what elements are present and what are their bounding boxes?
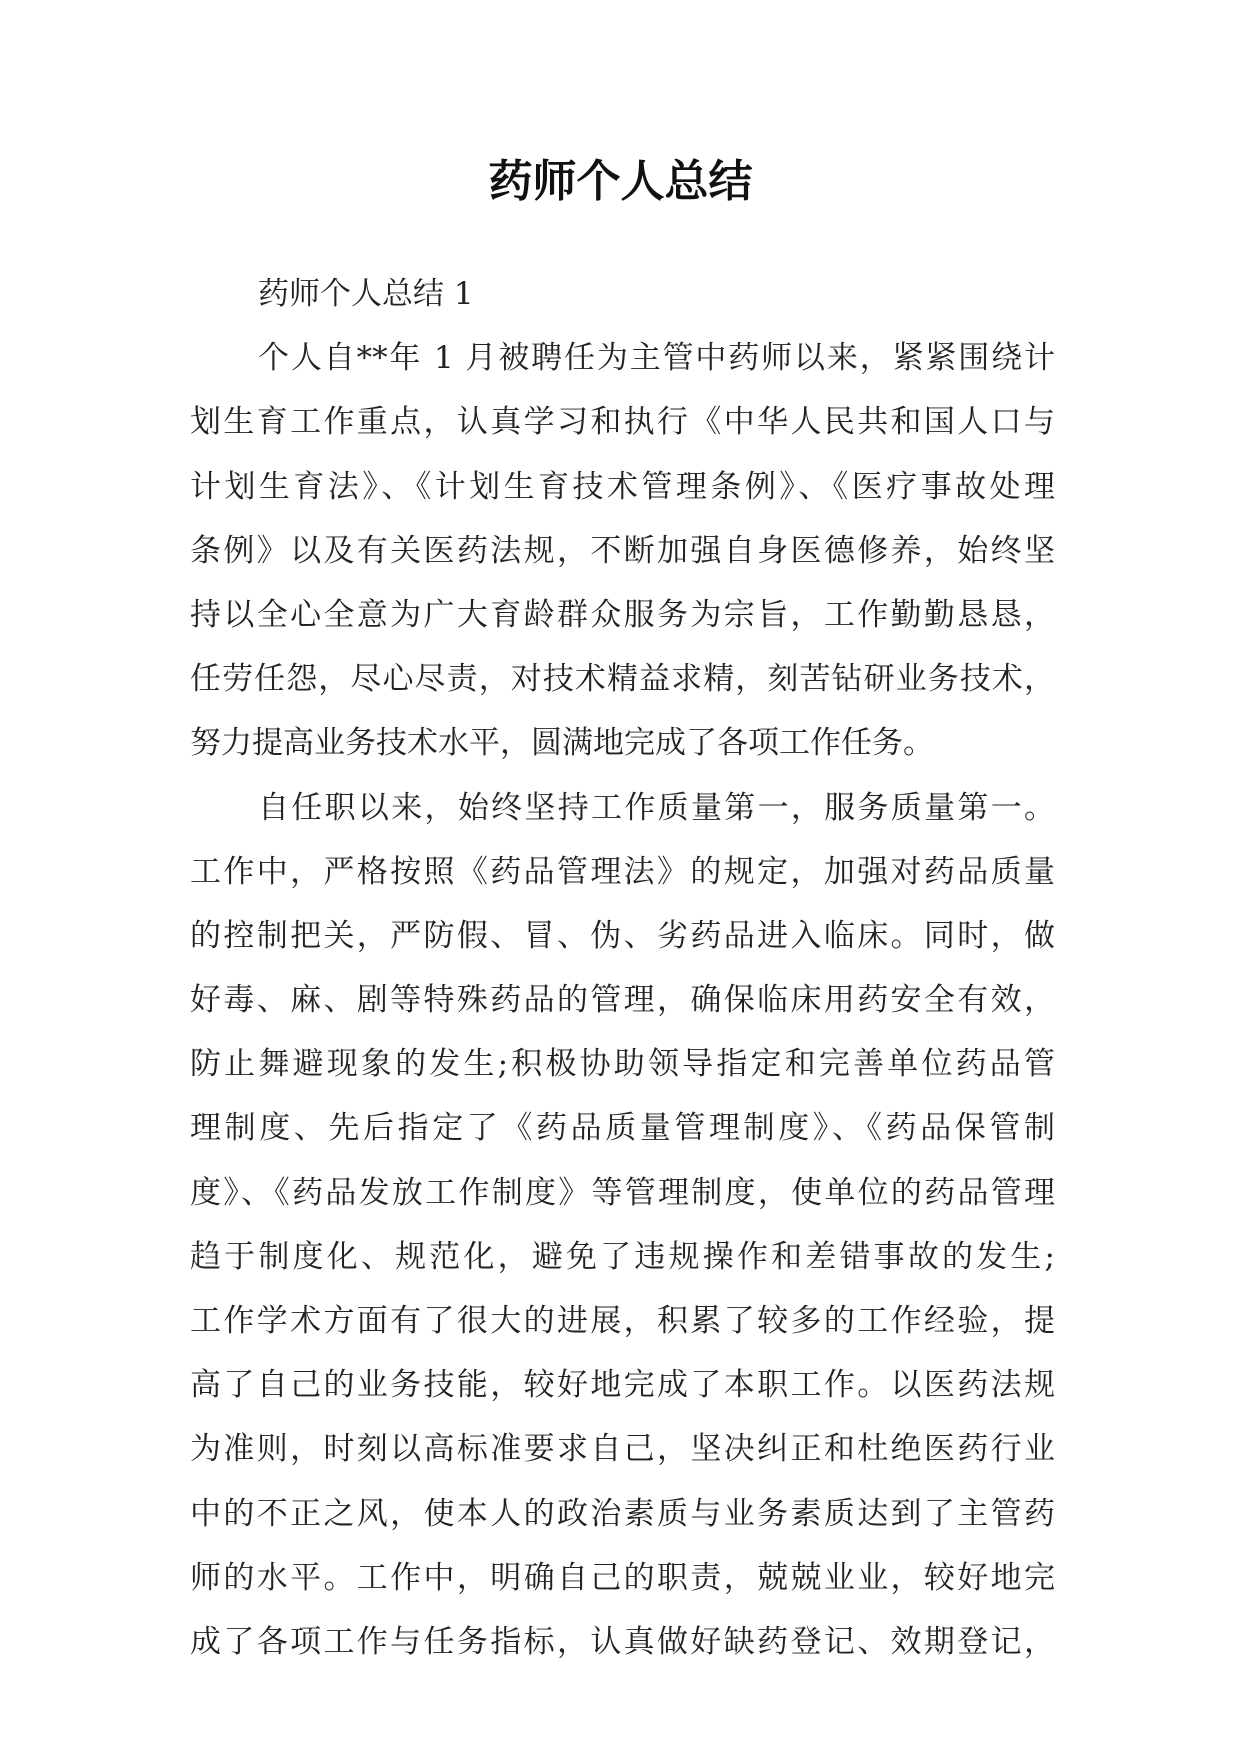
text-line: 好毒、麻、剧等特殊药品的管理，确保临床用药安全有效，	[190, 982, 1055, 1019]
document-title: 药师个人总结	[488, 156, 753, 207]
text-line: 持以全心全意为广大育龄群众服务为宗旨，工作勤勤恳恳，	[190, 596, 1055, 633]
text-line: 师的水平。工作中，明确自己的职责，兢兢业业，较好地完	[190, 1559, 1055, 1596]
text-line: 防止舞避现象的发生;积极协助领导指定和完善单位药品管	[190, 1046, 1055, 1083]
text-line: 中的不正之风，使本人的政治素质与业务素质达到了主管药	[190, 1495, 1055, 1532]
text-line: 药师个人总结 1	[258, 276, 474, 312]
text-line: 理制度、先后指定了《药品质量管理制度》、《药品保管制	[190, 1110, 1055, 1147]
text-line: 努力提高业务技术水平，圆满地完成了各项工作任务。	[190, 725, 934, 762]
text-line: 趋于制度化、规范化，避免了违规操作和差错事故的发生;	[190, 1238, 1055, 1275]
text-line: 度》、《药品发放工作制度》等管理制度，使单位的药品管理	[190, 1174, 1055, 1211]
text-line: 条例》以及有关医药法规，不断加强自身医德修养，始终坚	[190, 532, 1055, 569]
text-line: 高了自己的业务技能，较好地完成了本职工作。以医药法规	[190, 1367, 1055, 1404]
document-body	[190, 262, 1055, 1674]
text-line: 个人自**年 1 月被聘任为主管中药师以来，紧紧围绕计	[258, 340, 1055, 377]
text-line: 的控制把关，严防假、冒、伪、劣药品进入临床。同时，做	[190, 917, 1055, 954]
text-line: 划生育工作重点，认真学习和执行《中华人民共和国人口与	[190, 404, 1055, 441]
text-line: 工作学术方面有了很大的进展，积累了较多的工作经验，提	[190, 1303, 1055, 1339]
text-line: 工作中，严格按照《药品管理法》的规定，加强对药品质量	[190, 853, 1055, 890]
text-line: 为准则，时刻以高标准要求自己，坚决纠正和杜绝医药行业	[190, 1431, 1055, 1468]
text-line: 任劳任怨，尽心尽责，对技术精益求精，刻苦钻研业务技术，	[190, 661, 1055, 698]
text-line: 计划生育法》、《计划生育技术管理条例》、《医疗事故处理	[190, 468, 1055, 505]
text-line: 自任职以来，始终坚持工作质量第一，服务质量第一。	[258, 789, 1055, 826]
text-line: 成了各项工作与任务指标，认真做好缺药登记、效期登记，	[190, 1623, 1055, 1660]
